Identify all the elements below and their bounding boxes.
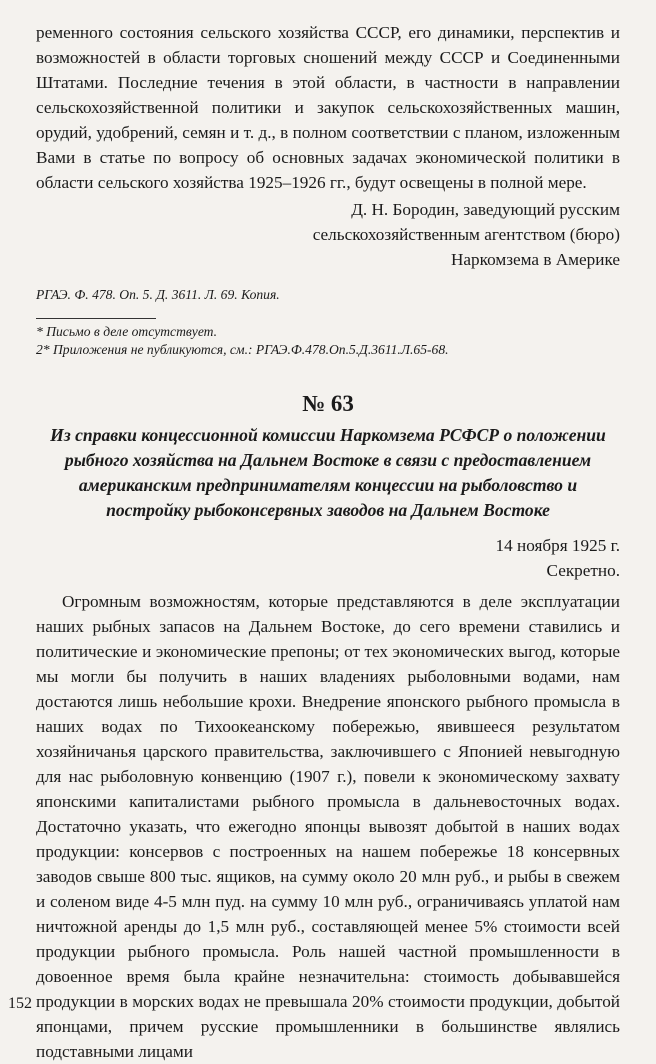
continuation-paragraph: ременного состояния сельского хозяйства СССР, его динамики, перспектив и возможностей в области торговых сношений между СССР и Соединенными Штатами. Последние течения в этой области, в частности в направлении сельскохозяйственной политики и закупок сельскохозяйственных машин, орудий, удобрений, семян и т. д., в полном соответствии с планом, изложенным Вами в статье по вопросу об основных задачах экономической политики в области сельского хозяйства 1925–1926 гг., будут освещены в полной мере.: [36, 23, 620, 192]
body-paragraph: Огромным возможностям, которые представляются в деле эксплуатации наших рыбных запасов на Дальнем Востоке, до сего времени ставились и политические и экономические препоны; от тех экономических выгод, которые мы могли бы получить в наших владениях рыболовными водами, нам достаются лишь небольшие крохи. Внедрение японского рыбного промысла в наших водах по Тихоокеанскому побережью, явившееся результатом хозяйничанья царского правительства, заключившего с Японией невыгодную для нас рыболовную конвенцию (1907 г.), повели к экономическому захвату японскими капиталистами рыбного промысла в дальневосточных водах. Достаточно указать, что ежегодно японцы вывозят добытой в наших водах продукции: консервов с построенных на нашем побережье 18 консервных заводов свыше 800 тыс. ящиков, на сумму около 20 млн руб., и рыбы в свежем и соленом виде 4-5 млн пуд. на сумму 10 млн руб., ограничиваясь уплатой нам ничтожной аренды до 1,5 млн руб., составляющей менее 5% стоимости всей продукции рыбного промысла. Роль нашей частной промышленности в довоенное время была крайне незначительна: стоимость добывавшейся продукции в морских водах не превышала 20% стоимости продукции, добытой японцами, причем русские промышленники в большинстве являлись подставными лицами: [36, 592, 620, 1061]
signature-line-2: сельскохозяйственным агентством (бюро): [312, 225, 620, 244]
archive-reference: РГАЭ. Ф. 478. Оп. 5. Д. 3611. Л. 69. Копия.: [36, 287, 280, 302]
document-page: [36, 20, 620, 1064]
classification-mark: Секретно.: [546, 561, 620, 580]
document-number: № 63: [302, 391, 354, 416]
page-number: 152: [8, 995, 32, 1012]
signature-block: [36, 197, 620, 272]
document-date: 14 ноября 1925 г.: [495, 536, 620, 555]
document-title: Из справки концессионной комиссии Наркомзема РСФСР о положении рыбного хозяйства на Дальнем Востоке в связи с предоставлением американским предпринимателям концессии на рыболовство и постройку рыбоконсервных заводов на Дальнем Востоке: [50, 425, 606, 520]
footnote-1: * Письмо в деле отсутствует.: [36, 324, 218, 339]
signature-line-3: Наркомзема в Америке: [450, 250, 620, 269]
footnote-divider: [36, 318, 156, 319]
footnote-2: 2* Приложения не публикуются, см.: РГАЭ.Ф.478.Оп.5.Д.3611.Л.65-68.: [36, 342, 449, 357]
signature-line-1: Д. Н. Бородин, заведующий русским: [351, 200, 620, 219]
document-meta: [36, 533, 620, 583]
